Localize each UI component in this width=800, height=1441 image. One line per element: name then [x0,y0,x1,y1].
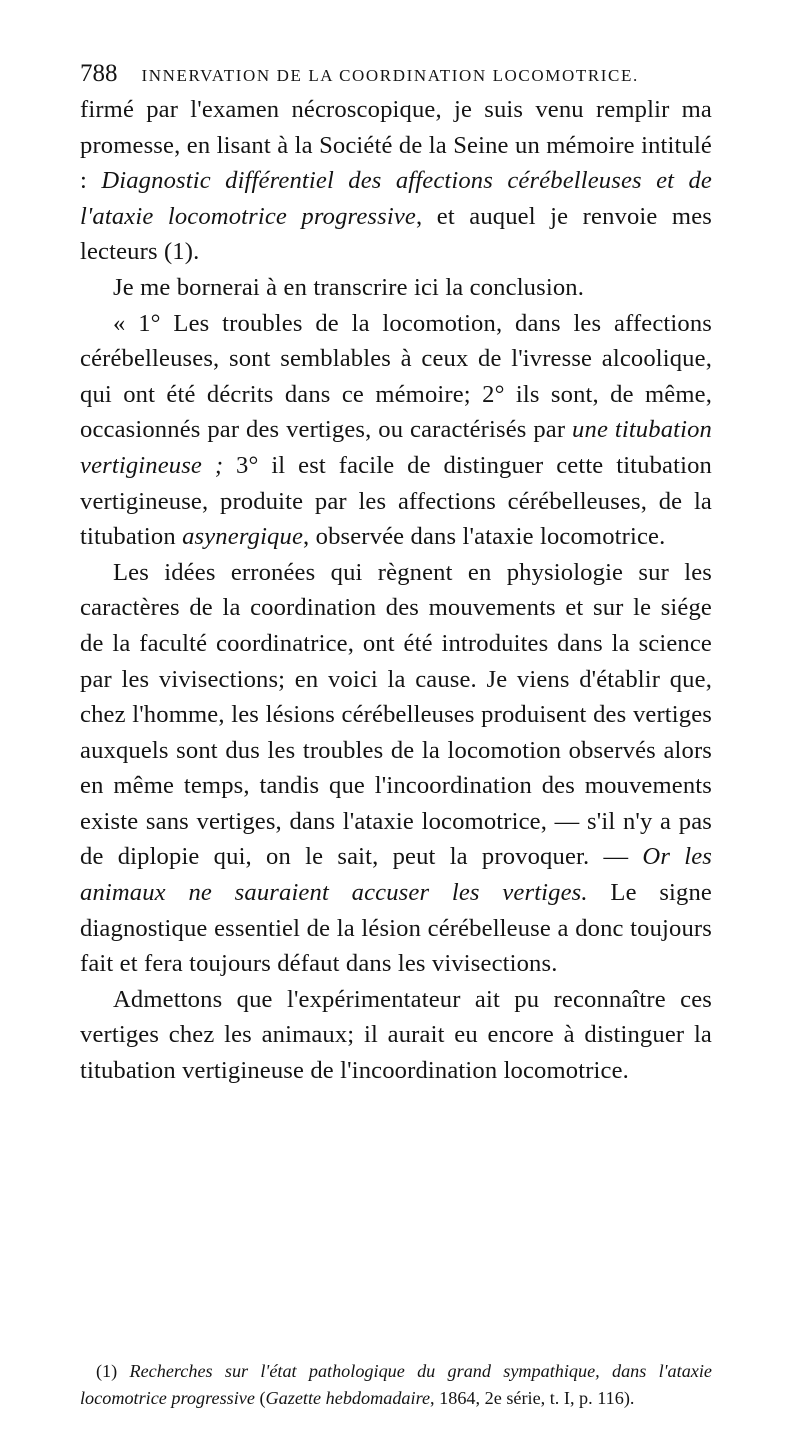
paragraph-1-text-a: firmé par l'examen nécroscopique, je suis venu remplir ma promesse, en lisant à la Société de la Seine un mémoire intitulé : [80,96,712,195]
paragraph-1-text-b: , et auquel je renvoie mes lecteurs (1). [80,202,712,266]
page-number: 788 [80,60,118,87]
paragraph-3 [80,306,712,555]
paragraph-4-text-b: Le signe diagnostique essentiel de la lésion cérébelleuse a donc toujours fait et fera toujours défaut dans les vivisections. [80,879,712,978]
running-head: INNERVATION DE LA COORDINATION LOCOMOTRICE. [141,66,639,85]
footnote-text-b: , 1864, 2e série, t. I, p. 116). [430,1388,635,1408]
paragraph-3-italic-1: une titubation vertigineuse ; [80,416,712,479]
paragraph-3-text-a: « 1° Les troubles de la locomotion, dans les affections cérébelleuses, sont semblables à ceux de l'ivresse alcoolique, qui ont été décrits dans ce mémoire; 2° ils sont, de même, occasionnés par des vertiges, ou caractérisés par [80,309,712,444]
footnote [80,1358,712,1412]
paragraph-3-text-c: , observée dans l'ataxie locomotrice. [303,523,666,551]
footnote-text-a: ( [254,1388,266,1408]
page-header [80,60,712,88]
paragraph-4-text-a: Les idées erronées qui règnent en physiologie sur les caractères de la coordination des mouvements et sur le siége de la faculté coordinatrice, ont été introduites dans la science par les vivisections; en voici la cause. Je viens d'établir que, chez l'homme, les lésions cérébelleuses produisent des vertiges auxquels sont dus les troubles de la locomotion observés alors en même temps, tandis que l'incoordination des mouvements existe sans vertiges, dans l'ataxie locomotrice, — s'il n'y a pas de diplopie qui, on le sait, peut la provoquer. — [80,558,712,871]
paragraph-4-italic: Or les animaux ne sauraient accuser les vertiges. [80,843,712,907]
body-text [80,92,712,1089]
footnote-title: Recherches sur l'état pathologique du grand sympathique, dans l'ataxie locomotrice progressive [80,1361,712,1408]
footnote-journal: Gazette hebdomadaire [265,1388,431,1408]
paragraph-4 [80,555,712,982]
paragraph-3-text-b: 3° il est facile de distinguer cette titubation vertigineuse, produite par les affections cérébelleuses, de la titubation [80,451,712,551]
footnote-1 [80,1358,712,1412]
memoir-title: Diagnostic différentiel des affections cérébelleuses et de l'ataxie locomotrice progressive [80,167,712,230]
paragraph-3-italic-2: asynergique [182,523,304,551]
paragraph-1 [80,92,712,270]
paragraph-2: Je me bornerai à en transcrire ici la conclusion. [113,273,585,301]
paragraph-5: Admettons que l'expérimentateur ait pu reconnaître ces vertiges chez les animaux; il aurait eu encore à distinguer la titubation vertigineuse de l'incoordination locomotrice. [80,985,712,1085]
footnote-mark: (1) [96,1361,130,1381]
